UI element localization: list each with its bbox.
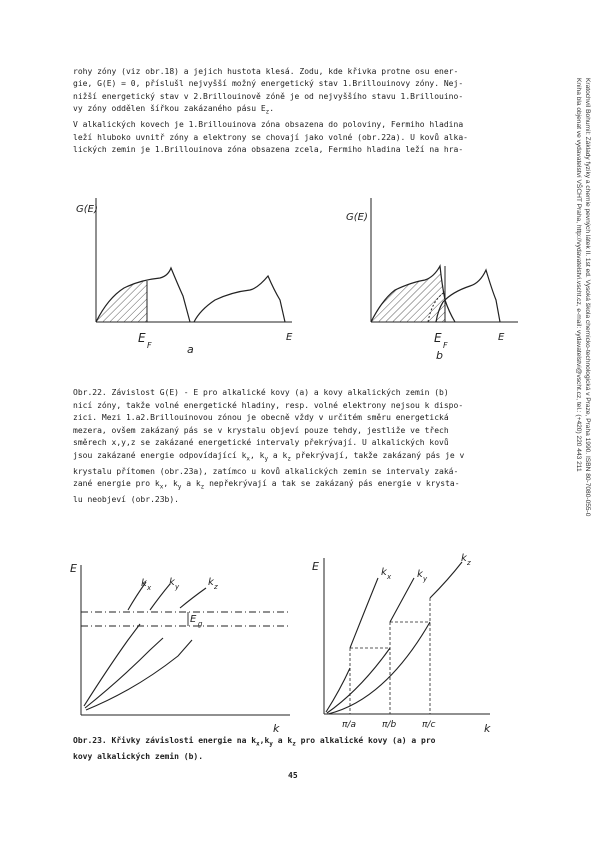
text-fragment: pro alkalické kovy (a) a pro (295, 736, 436, 745)
text-line: krystalu přítomen (obr.23a), zatímco u kovů alkalických zemin se intervaly zaká- (73, 466, 459, 476)
text-line: směrech x,y,z se zakázané energetické intervaly překrývají. U alkalických kovů (73, 438, 449, 448)
subscript: y (269, 740, 273, 748)
x-axis-label: k (273, 722, 280, 735)
curve-label-kx-sub: x (147, 584, 152, 592)
text-fragment: a k (268, 450, 288, 460)
subscript: z (287, 455, 291, 463)
caption-line (73, 735, 523, 751)
text-fragment: nepřekrývají a tak se zakázaný pás energie v krysta- (204, 479, 460, 489)
subscript: z (200, 483, 205, 491)
text-line: nižší energetický stav v 2.Brillouinově zóně je od nejvyššího stavu 1.Brillouino- (73, 91, 464, 101)
text-fragment: překrývají, takže zakázaný pás je v (290, 450, 465, 460)
text-fragment: a k (181, 479, 201, 489)
curve-label-kx: k (141, 578, 147, 589)
subscript: y (264, 455, 269, 463)
text-line: nicí zóny, takže volné energetické hladiny, resp. volné elektrony nejsou k dispo- (73, 401, 464, 410)
fermi-level-label: E (434, 331, 442, 345)
subscript: z (292, 740, 296, 748)
curve-label-ky-sub: y (175, 583, 180, 591)
side-note-line: Kratochvíl Bohumil: Základy fyziky a chemie pevných látek II. 1st ed. Vysoká škola chemicko-technologická v Praze, Praha 1990. ISBN 80-7080-055-0 (584, 78, 591, 517)
panel-label: a (187, 343, 194, 356)
subscript: x (159, 483, 164, 491)
ky-curve-lower (85, 638, 163, 708)
fermi-level-subscript: F (443, 341, 448, 350)
tick-pi-c: π/c (422, 720, 436, 730)
figure-23-caption (73, 735, 523, 763)
text-fragment: zané energie pro k (73, 479, 160, 489)
text-line: vy zóny oddělen šířkou zakázaného pásu $E_z$. (73, 104, 275, 116)
subscript: x (246, 455, 251, 463)
text-line: V alkalických kovech je 1.Brillouinova zóna obsazena do poloviny, Fermiho hladina (73, 120, 464, 130)
side-note-line: Kniha bla objenat ve vydavatelství VŠCHT Praha, http://vydavatelstvi.vscht.cz, e-mail: vydavatelstvi@vscht.cz, tel.: (+420) 220 443 211 (575, 78, 582, 472)
x-axis-label: E (286, 332, 293, 343)
panel-label: b (436, 349, 443, 362)
y-axis-label: E (312, 560, 319, 573)
ky-curve-lower (327, 648, 390, 713)
ky-curve-upper (150, 584, 170, 610)
x-axis-label: k (484, 722, 491, 735)
curve-label-kz-sub: z (467, 559, 471, 567)
curve-label-kx: k (381, 567, 387, 578)
text-line: mezera, ovšem zakázaný pás se v krystalu objeví pouze tehdy, jestliže ve třech (73, 425, 449, 435)
kz-curve-upper (430, 562, 462, 598)
text-fragment: Obr.23. Křivky závislosti energie na k (73, 736, 257, 745)
fermi-level-label: E (138, 331, 146, 345)
text-line: gie, G(E) = 0, příslušl nejvyšší možný energetický stav 1.Brillouinovy zóny. Nej- (73, 79, 464, 89)
curve-label-kx-sub: x (387, 573, 392, 581)
text-fragment: jsou zakázané energie odpovídající k (73, 450, 247, 460)
fermi-level-subscript: F (147, 341, 152, 350)
text-line: rohy zóny (viz obr.18) a jejich hustota klesá. Zodu, kde křivka protne osu ener- (73, 67, 459, 76)
page-number: 45 (288, 771, 298, 780)
caption-line: kovy alkalických zemin (b). (73, 752, 204, 761)
x-axis-label: E (498, 332, 505, 343)
text-fragment: ,k (259, 736, 270, 745)
subscript: y (177, 483, 182, 491)
curve-label-kz: k (461, 553, 467, 564)
text-fragment: , k (250, 450, 265, 460)
y-axis-label: E (70, 562, 77, 575)
curve-label-ky: k (417, 569, 423, 580)
side-note (574, 78, 592, 516)
curve-label-ky-sub: y (423, 575, 428, 583)
tick-pi-a: π/a (342, 720, 356, 730)
gap-label-subscript: g (198, 620, 203, 628)
text-line: zici. Mezi 1.a2.Brillouinovou zónou je obecně vždy v určitém směru energetická (73, 413, 449, 423)
y-axis-label: G(E) (76, 204, 98, 215)
ky-curve-upper (390, 578, 414, 622)
figure-23b (312, 553, 491, 735)
text-line: leží hluboko uvnitř zóny a elektrony se chovají jako volné (obr.22a). U kovů alka- (73, 132, 468, 142)
curve-label-kz: k (208, 577, 214, 588)
text-line: lických zemin je 1.Brillouinova zóna obsazena zcela, Fermiho hladina leží na hra- (73, 145, 464, 155)
gap-label: E (190, 614, 197, 625)
subscript: x (256, 740, 260, 748)
subscript: z (265, 108, 270, 116)
kz-curve-upper (180, 588, 206, 608)
figure-23a (70, 562, 290, 735)
kz-curve-lower (86, 640, 192, 710)
kx-curve-lower (84, 624, 140, 706)
curve-label-kz-sub: z (214, 583, 218, 591)
curve-label-ky: k (169, 577, 175, 588)
tick-pi-b: π/b (382, 720, 397, 730)
figure-22-caption: Obr.22. Závislost G(E) - E pro alkalické kovy (a) a kovy alkalických zemin (b) (73, 388, 449, 397)
kx-curve-upper (350, 578, 378, 648)
text-line: lu neobjeví (obr.23b). (73, 495, 179, 505)
text-fragment: a k (272, 736, 293, 745)
text-fragment: vy zóny oddělen šířkou zakázaného pásu E (73, 104, 266, 114)
y-axis-label: G(E) (346, 212, 368, 223)
text-fragment: , k (163, 479, 178, 489)
